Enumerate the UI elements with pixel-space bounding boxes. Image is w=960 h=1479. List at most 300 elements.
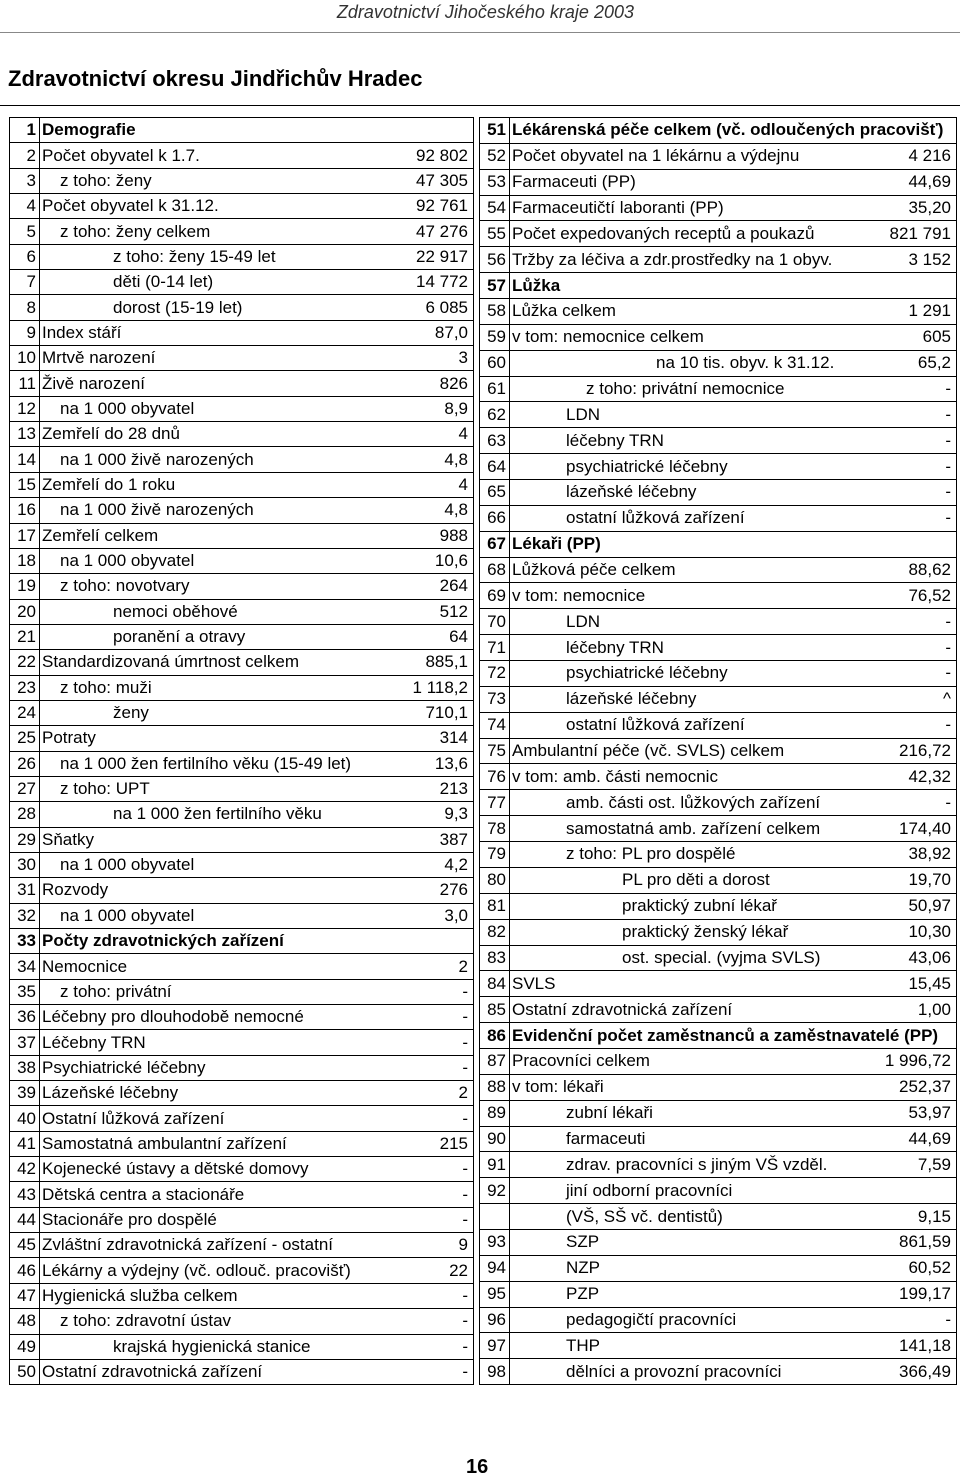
row-number: 67 — [480, 531, 510, 557]
row-number: 87 — [480, 1048, 510, 1074]
row-number: 72 — [480, 661, 510, 687]
table-row — [10, 396, 474, 421]
row-label: na 1 000 obyvatel — [40, 548, 389, 573]
row-number: 12 — [10, 396, 40, 421]
table-row — [10, 219, 474, 244]
row-label: samostatná amb. zařízení celkem — [510, 816, 872, 842]
row-number: 42 — [10, 1157, 40, 1182]
row-value: 710,1 — [389, 700, 474, 725]
table-row — [10, 1081, 474, 1106]
row-value: 9,15 — [872, 1204, 957, 1230]
table-row — [480, 609, 957, 635]
table-row — [10, 624, 474, 649]
table-row — [10, 1131, 474, 1156]
table-row — [10, 751, 474, 776]
row-label: psychiatrické léčebny — [510, 661, 872, 687]
table-row — [480, 867, 957, 893]
table-row — [10, 903, 474, 928]
row-number: 28 — [10, 802, 40, 827]
page-title: Zdravotnictví okresu Jindřichův Hradec — [8, 66, 423, 91]
row-value: 4,8 — [389, 498, 474, 523]
row-label: Počet obyvatel k 31.12. — [40, 194, 389, 219]
table-row — [10, 1334, 474, 1359]
row-number: 88 — [480, 1074, 510, 1100]
row-value: 87,0 — [389, 320, 474, 345]
row-number: 9 — [10, 320, 40, 345]
table-row — [10, 1182, 474, 1207]
table-row — [10, 650, 474, 675]
row-value: - — [872, 712, 957, 738]
row-label: Lůžková péče celkem — [510, 557, 872, 583]
row-label: Živě narození — [40, 371, 389, 396]
row-number: 81 — [480, 893, 510, 919]
table-row — [480, 919, 957, 945]
row-number: 30 — [10, 852, 40, 877]
table-row — [10, 143, 474, 168]
table-row — [10, 320, 474, 345]
row-value: 387 — [389, 827, 474, 852]
table-row — [480, 1023, 957, 1049]
table-row — [10, 852, 474, 877]
row-number: 46 — [10, 1258, 40, 1283]
table-row — [480, 842, 957, 868]
table-row — [10, 1233, 474, 1258]
row-label: LDN — [510, 402, 872, 428]
page-header: Zdravotnictví Jihočeského kraje 2003 — [336, 2, 634, 22]
row-label: v tom: lékaři — [510, 1074, 872, 1100]
row-value: 4,2 — [389, 852, 474, 877]
row-label: Lázeňské léčebny — [40, 1081, 389, 1106]
row-value: - — [872, 505, 957, 531]
table-row — [10, 472, 474, 497]
row-number: 74 — [480, 712, 510, 738]
row-label: (VŠ, SŠ vč. dentistů) — [510, 1204, 872, 1230]
row-label: Rozvody — [40, 878, 389, 903]
row-number: 6 — [10, 244, 40, 269]
row-value — [872, 531, 957, 557]
table-row — [480, 1048, 957, 1074]
row-label: Zemřelí do 1 roku — [40, 472, 389, 497]
row-number: 91 — [480, 1152, 510, 1178]
row-value: - — [389, 1106, 474, 1131]
row-number: 61 — [480, 376, 510, 402]
row-label: na 10 tis. obyv. k 31.12. — [510, 350, 872, 376]
table-row — [480, 143, 957, 169]
row-number: 62 — [480, 402, 510, 428]
table-row — [480, 1229, 957, 1255]
row-label: na 1 000 obyvatel — [40, 396, 389, 421]
row-value: 38,92 — [872, 842, 957, 868]
row-value: 6 085 — [389, 295, 474, 320]
table-row — [10, 878, 474, 903]
row-value: 3 — [389, 346, 474, 371]
row-number: 85 — [480, 997, 510, 1023]
row-label: Léčebny TRN — [40, 1030, 389, 1055]
table-row — [480, 971, 957, 997]
row-label: děti (0-14 let) — [40, 270, 389, 295]
right-data-table — [479, 117, 957, 1385]
row-number: 89 — [480, 1100, 510, 1126]
row-label: Nemocnice — [40, 954, 389, 979]
row-number: 83 — [480, 945, 510, 971]
row-value: - — [872, 402, 957, 428]
table-row — [480, 661, 957, 687]
row-value: 988 — [389, 523, 474, 548]
row-label: Index stáří — [40, 320, 389, 345]
row-value: 22 917 — [389, 244, 474, 269]
row-value: - — [872, 428, 957, 454]
row-number: 78 — [480, 816, 510, 842]
row-number: 15 — [10, 472, 40, 497]
table-row — [10, 802, 474, 827]
row-number: 52 — [480, 143, 510, 169]
table-row — [10, 194, 474, 219]
row-number: 53 — [480, 169, 510, 195]
row-label: z toho: PL pro dospělé — [510, 842, 872, 868]
table-row — [10, 1207, 474, 1232]
row-value: 22 — [389, 1258, 474, 1283]
table-row — [480, 635, 957, 661]
row-label: z toho: ženy 15-49 let — [40, 244, 389, 269]
row-number: 97 — [480, 1333, 510, 1359]
row-number: 29 — [10, 827, 40, 852]
row-label: v tom: nemocnice — [510, 583, 872, 609]
row-value: 15,45 — [872, 971, 957, 997]
table-row — [10, 1359, 474, 1384]
row-number: 51 — [480, 118, 510, 144]
row-label: Samostatná ambulantní zařízení — [40, 1131, 389, 1156]
row-label: na 1 000 žen fertilního věku (15-49 let) — [40, 751, 389, 776]
row-value: 216,72 — [872, 738, 957, 764]
table-row — [10, 827, 474, 852]
row-number: 98 — [480, 1359, 510, 1385]
row-value: 4 216 — [872, 143, 957, 169]
row-number: 5 — [10, 219, 40, 244]
row-value — [872, 1178, 957, 1204]
row-number: 94 — [480, 1255, 510, 1281]
row-value: 9 — [389, 1233, 474, 1258]
row-label: Dětská centra a stacionáře — [40, 1182, 389, 1207]
table-row — [10, 118, 474, 143]
row-label: v tom: amb. části nemocnic — [510, 764, 872, 790]
row-label: amb. části ost. lůžkových zařízení — [510, 790, 872, 816]
row-value: 1 291 — [872, 299, 957, 325]
row-number: 20 — [10, 599, 40, 624]
row-label: Stacionáře pro dospělé — [40, 1207, 389, 1232]
row-label: z toho: novotvary — [40, 574, 389, 599]
table-row — [480, 480, 957, 506]
table-row — [10, 675, 474, 700]
row-number: 69 — [480, 583, 510, 609]
row-number: 79 — [480, 842, 510, 868]
table-row — [480, 1152, 957, 1178]
table-row — [480, 350, 957, 376]
table-row — [480, 454, 957, 480]
row-label: krajská hygienická stanice — [40, 1334, 389, 1359]
table-row — [480, 376, 957, 402]
row-label: zdrav. pracovníci s jiným VŠ vzděl. — [510, 1152, 872, 1178]
table-row — [10, 422, 474, 447]
row-value: 8,9 — [389, 396, 474, 421]
row-value: 3 152 — [872, 247, 957, 273]
row-value: 141,18 — [872, 1333, 957, 1359]
row-number: 33 — [10, 929, 40, 954]
row-label: Sňatky — [40, 827, 389, 852]
row-label: ostatní lůžková zařízení — [510, 712, 872, 738]
row-value: - — [872, 635, 957, 661]
row-label: Lékaři (PP) — [510, 531, 872, 557]
table-row — [480, 1178, 957, 1204]
table-row — [10, 447, 474, 472]
table-row — [480, 945, 957, 971]
row-value: 4 — [389, 472, 474, 497]
row-value: 35,20 — [872, 195, 957, 221]
row-number: 31 — [10, 878, 40, 903]
table-row — [480, 583, 957, 609]
row-value: - — [872, 454, 957, 480]
row-number: 75 — [480, 738, 510, 764]
row-number: 38 — [10, 1055, 40, 1080]
table-row — [480, 686, 957, 712]
table-row — [480, 299, 957, 325]
row-number: 54 — [480, 195, 510, 221]
row-value: 276 — [389, 878, 474, 903]
row-number: 92 — [480, 1178, 510, 1204]
row-label: z toho: zdravotní ústav — [40, 1309, 389, 1334]
row-label: na 1 000 živě narozených — [40, 447, 389, 472]
row-label: PZP — [510, 1281, 872, 1307]
left-data-table — [9, 117, 474, 1385]
row-number: 45 — [10, 1233, 40, 1258]
row-value: 821 791 — [872, 221, 957, 247]
row-value: 65,2 — [872, 350, 957, 376]
row-value: - — [389, 1157, 474, 1182]
row-label: Ostatní zdravotnická zařízení — [510, 997, 872, 1023]
row-number: 43 — [10, 1182, 40, 1207]
row-number: 58 — [480, 299, 510, 325]
table-row — [480, 557, 957, 583]
row-label: ženy — [40, 700, 389, 725]
row-number: 96 — [480, 1307, 510, 1333]
row-label: z toho: privátní nemocnice — [510, 376, 872, 402]
row-number: 57 — [480, 273, 510, 299]
row-number: 86 — [480, 1023, 510, 1049]
table-row — [480, 1126, 957, 1152]
row-label: psychiatrické léčebny — [510, 454, 872, 480]
table-row — [480, 247, 957, 273]
row-number: 80 — [480, 867, 510, 893]
row-value: 7,59 — [872, 1152, 957, 1178]
row-value: - — [389, 1207, 474, 1232]
row-value: 605 — [872, 324, 957, 350]
row-value: - — [872, 609, 957, 635]
row-number: 7 — [10, 270, 40, 295]
row-label: jiní odborní pracovníci — [510, 1178, 872, 1204]
table-row — [480, 531, 957, 557]
row-label: praktický zubní lékař — [510, 893, 872, 919]
table-row — [480, 273, 957, 299]
row-value: 366,49 — [872, 1359, 957, 1385]
row-number: 23 — [10, 675, 40, 700]
row-number: 8 — [10, 295, 40, 320]
row-label: zubní lékaři — [510, 1100, 872, 1126]
row-number: 60 — [480, 350, 510, 376]
row-label: Psychiatrické léčebny — [40, 1055, 389, 1080]
row-label: Evidenční počet zaměstnanců a zaměstnavatelé (PP) — [510, 1023, 872, 1049]
row-label: Lůžka celkem — [510, 299, 872, 325]
table-row — [10, 1055, 474, 1080]
row-number: 40 — [10, 1106, 40, 1131]
row-value: 512 — [389, 599, 474, 624]
row-value: 60,52 — [872, 1255, 957, 1281]
row-number: 3 — [10, 168, 40, 193]
row-number: 71 — [480, 635, 510, 661]
row-label: SZP — [510, 1229, 872, 1255]
row-value: - — [872, 661, 957, 687]
row-value: 76,52 — [872, 583, 957, 609]
row-value: 314 — [389, 726, 474, 751]
row-label: lázeňské léčebny — [510, 480, 872, 506]
row-label: Počet obyvatel k 1.7. — [40, 143, 389, 168]
table-row — [10, 776, 474, 801]
table-row — [10, 270, 474, 295]
table-row — [480, 1359, 957, 1385]
row-value: 1 996,72 — [872, 1048, 957, 1074]
row-number: 64 — [480, 454, 510, 480]
row-label: Standardizovaná úmrtnost celkem — [40, 650, 389, 675]
row-label: Potraty — [40, 726, 389, 751]
row-label: z toho: ženy — [40, 168, 389, 193]
row-value: 44,69 — [872, 169, 957, 195]
row-number: 16 — [10, 498, 40, 523]
row-value: 2 — [389, 954, 474, 979]
table-row — [480, 505, 957, 531]
row-number: 27 — [10, 776, 40, 801]
row-number: 48 — [10, 1309, 40, 1334]
row-value: ^ — [872, 686, 957, 712]
row-label: Léčebny pro dlouhodobě nemocné — [40, 1005, 389, 1030]
row-value: 4,8 — [389, 447, 474, 472]
table-row — [480, 712, 957, 738]
row-value: 9,3 — [389, 802, 474, 827]
table-row — [10, 244, 474, 269]
table-row — [480, 428, 957, 454]
row-value: - — [389, 979, 474, 1004]
row-label: z toho: UPT — [40, 776, 389, 801]
row-number: 93 — [480, 1229, 510, 1255]
row-number: 39 — [10, 1081, 40, 1106]
row-number: 18 — [10, 548, 40, 573]
row-label: dělníci a provozní pracovníci — [510, 1359, 872, 1385]
row-number: 17 — [10, 523, 40, 548]
row-number: 50 — [10, 1359, 40, 1384]
row-value: 13,6 — [389, 751, 474, 776]
row-value: - — [872, 480, 957, 506]
row-number: 13 — [10, 422, 40, 447]
table-row — [480, 221, 957, 247]
row-number: 37 — [10, 1030, 40, 1055]
row-label: na 1 000 žen fertilního věku — [40, 802, 389, 827]
row-value: - — [389, 1334, 474, 1359]
row-number: 22 — [10, 650, 40, 675]
row-value: - — [389, 1283, 474, 1308]
row-number: 66 — [480, 505, 510, 531]
row-value: - — [389, 1030, 474, 1055]
table-row — [480, 118, 957, 144]
row-label: Farmaceuti (PP) — [510, 169, 872, 195]
row-label: z toho: muži — [40, 675, 389, 700]
row-label: THP — [510, 1333, 872, 1359]
row-label: dorost (15-19 let) — [40, 295, 389, 320]
row-number: 95 — [480, 1281, 510, 1307]
table-row — [480, 402, 957, 428]
row-label: Počet obyvatel na 1 lékárnu a výdejnu — [510, 143, 872, 169]
row-value: 88,62 — [872, 557, 957, 583]
row-value: 4 — [389, 422, 474, 447]
row-value: - — [389, 1005, 474, 1030]
row-value: 19,70 — [872, 867, 957, 893]
row-label: Mrtvě narození — [40, 346, 389, 371]
row-value: - — [389, 1309, 474, 1334]
table-row — [480, 1281, 957, 1307]
row-label: Počty zdravotnických zařízení — [40, 929, 389, 954]
row-number: 19 — [10, 574, 40, 599]
row-value: 826 — [389, 371, 474, 396]
table-row — [10, 726, 474, 751]
table-row — [480, 893, 957, 919]
row-value: 43,06 — [872, 945, 957, 971]
row-value: 53,97 — [872, 1100, 957, 1126]
row-label: léčebny TRN — [510, 635, 872, 661]
table-row — [10, 548, 474, 573]
row-label: NZP — [510, 1255, 872, 1281]
table-row — [10, 1005, 474, 1030]
table-row — [480, 324, 957, 350]
table-row — [10, 574, 474, 599]
row-label: na 1 000 živě narozených — [40, 498, 389, 523]
row-value: 64 — [389, 624, 474, 649]
row-number: 10 — [10, 346, 40, 371]
row-number: 49 — [10, 1334, 40, 1359]
row-number: 90 — [480, 1126, 510, 1152]
row-value: - — [872, 376, 957, 402]
table-row — [480, 1100, 957, 1126]
row-value: - — [872, 1307, 957, 1333]
row-number: 26 — [10, 751, 40, 776]
row-label: na 1 000 obyvatel — [40, 903, 389, 928]
row-label: SVLS — [510, 971, 872, 997]
row-label: Ostatní lůžková zařízení — [40, 1106, 389, 1131]
table-row — [10, 346, 474, 371]
row-number: 44 — [10, 1207, 40, 1232]
row-value: 50,97 — [872, 893, 957, 919]
table-row — [10, 929, 474, 954]
row-number: 55 — [480, 221, 510, 247]
row-value: 1,00 — [872, 997, 957, 1023]
row-label: lázeňské léčebny — [510, 686, 872, 712]
table-row — [10, 1283, 474, 1308]
row-label: Počet expedovaných receptů a poukazů — [510, 221, 872, 247]
row-value: 264 — [389, 574, 474, 599]
row-label: LDN — [510, 609, 872, 635]
table-row — [480, 1074, 957, 1100]
row-value: - — [389, 1055, 474, 1080]
table-row — [10, 295, 474, 320]
row-label: Zvláštní zdravotnická zařízení - ostatní — [40, 1233, 389, 1258]
row-label: Ostatní zdravotnická zařízení — [40, 1359, 389, 1384]
table-row — [480, 764, 957, 790]
table-row — [10, 523, 474, 548]
